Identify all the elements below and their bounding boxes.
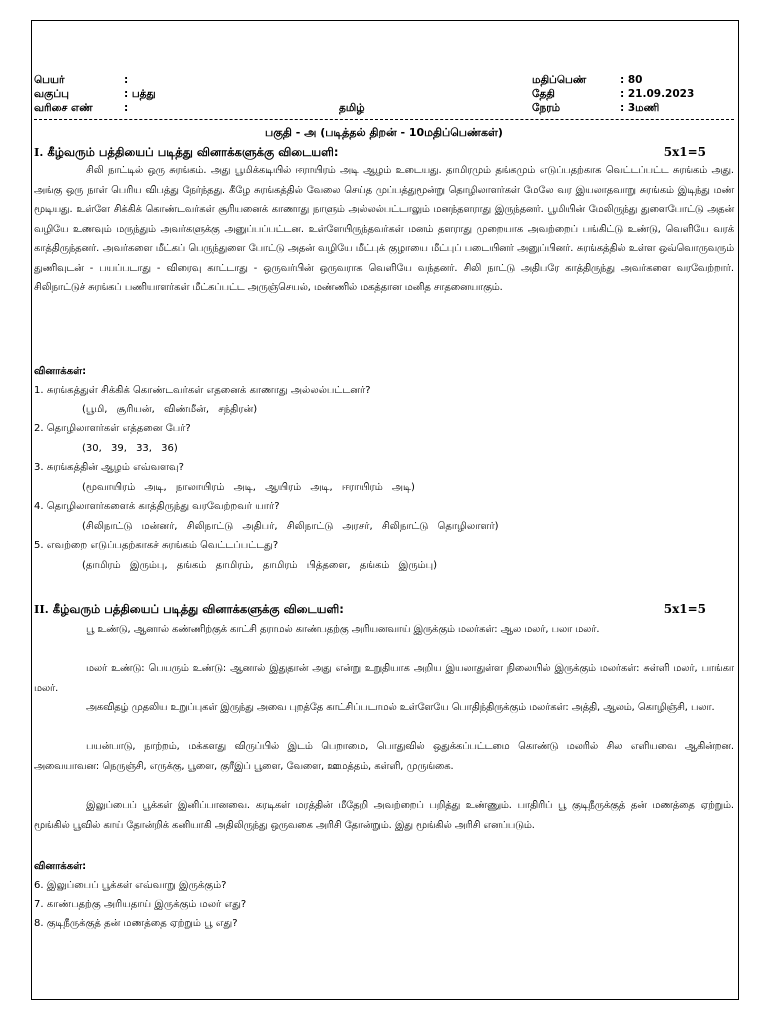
part2-paragraph-3 (34, 698, 734, 718)
part1-marks: 5x1=5 (663, 145, 706, 159)
part2-paragraph-3-text: அகவிதழ் முதலிய உறுப்புகள் இருந்து அவை புறத்தே காட்சிப்படாமல் உள்ளேயே பொதிந்திருக்கும் மலர்கள்: அத்தி, ஆலம், கொழிஞ்சி, பலா. (86, 702, 715, 713)
part2-paragraph-4-text: பயன்பாடு, நாற்றம், மக்களது விருப்பில் இடம் பெறாமை, பொதுவில் ஒதுக்கப்பட்டமை கொண்டு மலரில் சில எளியவை ஆகின்றன. அவையாவன: நெருஞ்சி, எருக்கு, பூளை, குரீஇப் பூளை, வேளை, ஊமத்தம், கள்ளி, முருங்கை. (34, 741, 734, 772)
question-4: 4. தொழிலாளர்களைக் காத்திருந்து வரவேற்றவர் யார்? (34, 501, 280, 512)
time-value: : 3மணி (620, 102, 660, 114)
part1-heading (34, 145, 734, 161)
name-label: பெயர் (34, 74, 65, 86)
section-title: பகுதி - அ (படித்தல் திறன் - 10மதிப்பெண்கள்) (265, 126, 503, 139)
roll-label: வரிசை எண் (34, 102, 93, 114)
roll-value: : (124, 102, 129, 114)
name-value: : (124, 74, 129, 86)
question-1-options: (பூமி, சூரியன், விண்மீன், சந்திரன்) (82, 404, 258, 415)
part1-questions-label: வினாக்கள்: (34, 366, 87, 377)
part2-questions-label: வினாக்கள்: (34, 861, 87, 872)
class-label: வகுப்பு (34, 88, 69, 100)
question-2-options: (30, 39, 33, 36) (82, 443, 178, 454)
question-8: 8. குடிநீருக்குத் தன் மணத்தை ஏற்றும் பூ எது? (34, 918, 238, 929)
part1-passage-text: சிலி நாட்டில் ஒரு சுரங்கம். அது பூமிக்கடியில் ஈராயிரம் அடி ஆழம் உடையது. தாமிரமும் தங்கமும் எடுப்பதற்காக வெட்டப்பட்ட சுரங்கம் அது. அங்கு ஒரு நாள் பெரிய விபத்து நேர்ந்தது. கீழே சுரங்கத்தில் வேலை செய்த முப்பத்துமூன்று தொழிலாளர்கள் மேலே வர இயலாதவாறு சுரங்கம் இடிந்து மண் மூடியது. உள்ளே சிக்கிக் கொண்டவர்கள் சூரியனைக் காணாது நாளும் அல்லல்பட்டாலும் மனந்தளராது இருந்தனர். பூமியின் மேலிருந்து துளைபோட்டு அதன் வழியே உணவும் மருந்தும் அவர்களுக்கு அனுப்பப்பட்டன. உள்ளேயிருந்தவர்கள் மனம் தளராது முறையாக அவற்றைப் பங்கிட்டு உண்டு, வெளியே வரக் காத்திருந்தனர். அவர்களை மீட்கப் பெருந்துளை போட்டு அதன் வழியே மீட்புக் குழாயை மீட்புப் படையினர் அனுப்பினர். சுரங்கத்தில் உள்ள ஒவ்வொருவரும் துணிவுடன் - பயப்படாது - விரைவு காட்டாது - ஒருவர்பின் ஒருவராக வெளியே வந்தனர். சிலி நாட்டு அதிபரே காத்திருந்து அவர்களை வரவேற்றார். சிலிநாட்டுச் சுரங்கப் பணியாளர்கள் மீட்கப்பட்ட அருஞ்செயல், மண்ணில் மகத்தான மனித சாதனையாகும். (34, 165, 734, 293)
part1-instruction: கீழ்வரும் பத்தியைப் படித்து வினாக்களுக்கு விடையளி: (47, 145, 339, 159)
question-6: 6. இலுப்பைப் பூக்கள் எவ்வாறு இருக்கும்? (34, 880, 227, 891)
part2-paragraph-2 (34, 659, 734, 698)
question-3-options: (மூவாயிரம் அடி, நாலாயிரம் அடி, ஆயிரம் அடி, ஈராயிரம் அடி) (82, 482, 415, 493)
question-5: 5. எவற்றை எடுப்பதற்காகச் சுரங்கம் வெட்டப்பட்டது? (34, 540, 279, 551)
part2-instruction: கீழ்வரும் பத்தியைப் படித்து வினாக்களுக்கு விடையளி: (52, 602, 344, 616)
subject-title: தமிழ் (339, 102, 365, 114)
part1-number: I. (34, 145, 44, 159)
question-7: 7. காண்பதற்கு அரியதாய் இருக்கும் மலர் எது? (34, 899, 247, 910)
date-value: : 21.09.2023 (620, 88, 695, 100)
part2-heading (34, 602, 734, 618)
class-value: : பத்து (124, 88, 156, 100)
part2-paragraph-1-text: பூ உண்டு, ஆனால் கண்ணிற்குக் காட்சி தராமல் காண்பதற்கு அரியனவாய் இருக்கும் மலர்கள்: ஆல மலர், பலா மலர். (86, 624, 600, 635)
date-label: தேதி (532, 88, 555, 100)
part2-paragraph-2-text: மலர் உண்டு: பெயரும் உண்டு: ஆனால் இதுதான் அது என்று உறுதியாக அறிய இயலாதுள்ள நிலையில் இருக்கும் மலர்கள்: சுள்ளி மலர், பாங்கா மலர். (34, 663, 734, 694)
marks-value: : 80 (620, 74, 643, 86)
question-3: 3. சுரங்கத்தின் ஆழம் எவ்வளவு? (34, 462, 184, 473)
question-1: 1. சுரங்கத்துள் சிக்கிக் கொண்டவர்கள் எதனைக் காணாது அல்லல்பட்டனர்? (34, 385, 371, 396)
question-2: 2. தொழிலாளர்கள் எத்தனை பேர்? (34, 423, 191, 434)
question-4-options: (சிலிநாட்டு மன்னர், சிலிநாட்டு அதிபர், சிலிநாட்டு அரசர், சிலிநாட்டு தொழிலாளர்) (82, 521, 499, 532)
part2-number: II. (34, 602, 49, 616)
header-divider (34, 119, 734, 120)
part1-passage (34, 161, 734, 298)
part2-paragraph-1 (34, 620, 734, 640)
time-label: நேரம் (532, 102, 561, 114)
part2-paragraph-5 (34, 796, 734, 835)
question-5-options: (தாமிரம் இரும்பு, தங்கம் தாமிரம், தாமிரம் பித்தளை, தங்கம் இரும்பு) (82, 560, 438, 571)
part2-marks: 5x1=5 (663, 602, 706, 616)
marks-label: மதிப்பெண் (532, 74, 587, 86)
part2-paragraph-4 (34, 737, 734, 776)
part2-paragraph-5-text: இலுப்பைப் பூக்கள் இனிப்பானவை. கரடிகள் மரத்தின் மீதேறி அவற்றைப் பறித்து உண்ணும். பாதிரிப் பூ குடிநீருக்குத் தன் மணத்தை ஏற்றும். மூங்கில் பூவில் காய் தோன்றிக் கனியாகி அதிலிருந்து ஒருவகை அரிசி தோன்றும். இது மூங்கில் அரிசி எனப்படும். (34, 800, 734, 831)
